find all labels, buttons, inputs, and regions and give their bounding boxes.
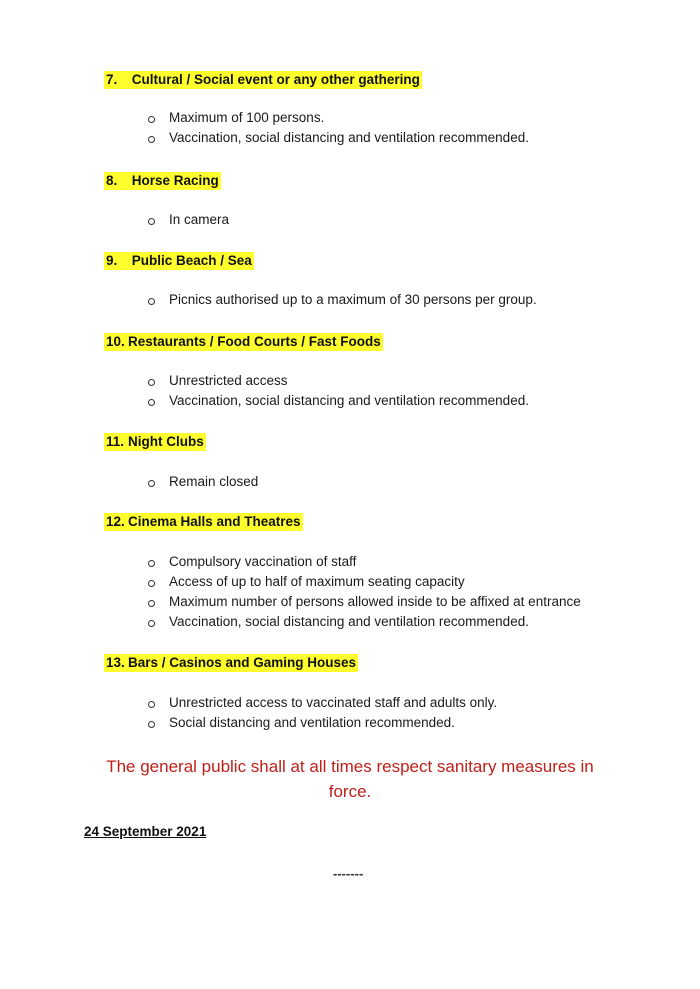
hollow-bullet-icon <box>148 560 155 567</box>
hollow-bullet-icon <box>148 721 155 728</box>
list-item <box>148 290 537 310</box>
list-item-text: Maximum of 100 persons. <box>169 110 325 125</box>
section-number: 13. <box>106 655 125 670</box>
section-heading <box>104 333 383 351</box>
list-item <box>148 210 229 230</box>
hollow-bullet-icon <box>148 480 155 487</box>
list-item-text: Compulsory vaccination of staff <box>169 554 357 569</box>
section-heading <box>104 172 221 190</box>
section-number: 9. <box>106 253 118 268</box>
section-number: 8. <box>106 173 118 188</box>
list-item-text: Vaccination, social distancing and ventilation recommended. <box>169 130 529 145</box>
section-13 <box>104 654 498 730</box>
list-item-text: Picnics authorised up to a maximum of 30 persons per group. <box>169 292 537 307</box>
list-item <box>148 713 497 733</box>
section-heading <box>104 433 206 451</box>
bullet-list <box>148 210 229 230</box>
notice-line: force. <box>328 782 372 801</box>
list-item-text: Unrestricted access to vaccinated staff and adults only. <box>169 695 498 710</box>
section-heading <box>104 513 303 531</box>
section-number: 7. <box>106 72 118 87</box>
bullet-list <box>148 693 497 733</box>
list-item-text: Vaccination, social distancing and ventilation recommended. <box>169 614 529 629</box>
list-item <box>148 592 581 612</box>
hollow-bullet-icon <box>148 580 155 587</box>
hollow-bullet-icon <box>148 136 155 143</box>
hollow-bullet-icon <box>148 116 155 123</box>
list-item <box>148 391 529 411</box>
hollow-bullet-icon <box>148 298 155 305</box>
list-item <box>148 572 581 592</box>
list-item <box>148 472 258 492</box>
list-item-text: Social distancing and ventilation recommended. <box>169 715 455 730</box>
section-number: 11. <box>106 434 125 449</box>
list-item-text: Remain closed <box>169 474 259 489</box>
hollow-bullet-icon <box>148 620 155 627</box>
list-item <box>148 371 529 391</box>
section-title: Cultural / Social event or any other gathering <box>131 72 420 87</box>
bullet-list <box>148 552 581 632</box>
list-item <box>148 693 497 713</box>
section-title: Night Clubs <box>128 434 204 449</box>
list-item-text: Access of up to half of maximum seating capacity <box>169 574 465 589</box>
section-title: Horse Racing <box>131 173 219 188</box>
bullet-list <box>148 371 529 411</box>
section-title: Bars / Casinos and Gaming Houses <box>128 655 357 670</box>
section-title: Restaurants / Food Courts / Fast Foods <box>128 334 381 349</box>
list-item-text: In camera <box>169 212 230 227</box>
list-item <box>148 612 581 632</box>
section-number: 12. <box>106 514 125 529</box>
hollow-bullet-icon <box>148 701 155 708</box>
hollow-bullet-icon <box>148 600 155 607</box>
document-date: 24 September 2021 <box>84 824 207 839</box>
section-number: 10. <box>106 334 125 349</box>
section-heading <box>104 252 254 270</box>
notice-line: The general public shall at all times respect sanitary measures in <box>106 757 594 776</box>
list-item-text: Maximum number of persons allowed inside to be affixed at entrance <box>169 594 581 609</box>
section-12 <box>104 513 581 629</box>
section-title: Cinema Halls and Theatres <box>128 514 301 529</box>
section-9 <box>104 252 537 307</box>
hollow-bullet-icon <box>148 379 155 386</box>
section-title: Public Beach / Sea <box>131 253 252 268</box>
hollow-bullet-icon <box>148 218 155 225</box>
list-item <box>148 108 529 128</box>
section-7 <box>104 71 529 145</box>
section-11 <box>104 433 259 489</box>
list-item-text: Unrestricted access <box>169 373 288 388</box>
bullet-list <box>148 472 258 492</box>
section-8 <box>104 172 230 227</box>
sanitary-notice <box>0 754 700 804</box>
section-heading <box>104 71 422 89</box>
hollow-bullet-icon <box>148 399 155 406</box>
section-10 <box>104 333 529 408</box>
list-item <box>148 128 529 148</box>
end-marker: ------- <box>333 866 364 881</box>
list-item-text: Vaccination, social distancing and ventilation recommended. <box>169 393 529 408</box>
bullet-list <box>148 108 529 148</box>
section-heading <box>104 654 358 672</box>
list-item <box>148 552 581 572</box>
bullet-list <box>148 290 537 310</box>
